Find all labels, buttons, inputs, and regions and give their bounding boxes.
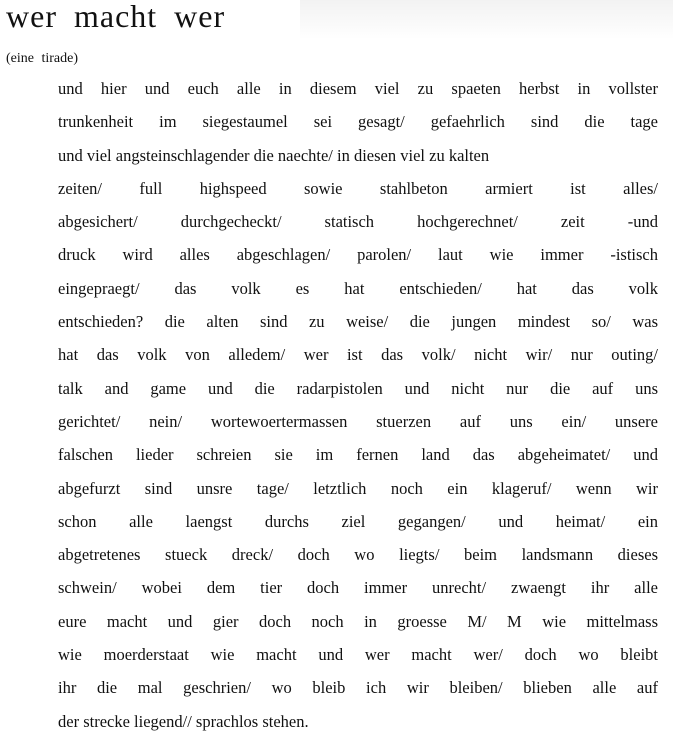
poem-line: abgesichert/ durchgecheckt/ statisch hochgerechnet/ zeit -und	[58, 212, 658, 232]
poem-title: wer macht wer	[6, 0, 226, 34]
poem-line: und hier und euch alle in diesem viel zu spaeten herbst in vollster	[58, 79, 658, 98]
poem-line: ihr die mal geschrien/ wo bleib ich wir bleiben/ blieben alle auf	[58, 678, 658, 698]
poem-line: zeiten/ full highspeed sowie stahlbeton armiert ist alles/	[58, 178, 658, 198]
poem-line: hat das volk von alledem/ wer ist das volk/ nicht wir/ nur outing/	[58, 345, 658, 365]
poem-line: abgetretenes stueck dreck/ doch wo liegts/ beim landsmann dieses	[58, 545, 658, 565]
poem-body	[58, 72, 658, 738]
poem-line: eure macht und gier doch noch in groesse M/ M wie mittelmass	[58, 611, 658, 631]
poem-line: der strecke liegend// sprachlos stehen.	[58, 711, 309, 731]
poem-line: abgefurzt sind unsre tage/ letztlich noch ein klageruf/ wenn wir	[58, 478, 658, 498]
poem-subtitle: (eine tirade)	[6, 51, 79, 66]
poem-line: falschen lieder schreien sie im fernen land das abgeheimatet/ und	[58, 445, 658, 465]
poem-line: schwein/ wobei dem tier doch immer unrecht/ zwaengt ihr alle	[58, 578, 658, 598]
scan-shadow	[300, 0, 673, 40]
poem-line: trunkenheit im siegestaumel sei gesagt/ gefaehrlich sind die tage	[58, 112, 658, 132]
poem-line: wie moerderstaat wie macht und wer macht wer/ doch wo bleibt	[58, 645, 658, 665]
poem-line: und viel angsteinschlagender die naechte/ in diesen viel zu kalten	[58, 145, 490, 165]
poem-line: schon alle laengst durchs ziel gegangen/ und heimat/ ein	[58, 511, 658, 531]
poem-line: gerichtet/ nein/ wortewoertermassen stuerzen auf uns ein/ unsere	[58, 411, 658, 431]
poem-line: entschieden? die alten sind zu weise/ die jungen mindest so/ was	[58, 312, 658, 332]
poem-line: eingepraegt/ das volk es hat entschieden/ hat das volk	[58, 278, 658, 298]
poem-line: talk and game und die radarpistolen und nicht nur die auf uns	[58, 378, 658, 398]
poem-line: druck wird alles abgeschlagen/ parolen/ laut wie immer -istisch	[58, 245, 658, 265]
